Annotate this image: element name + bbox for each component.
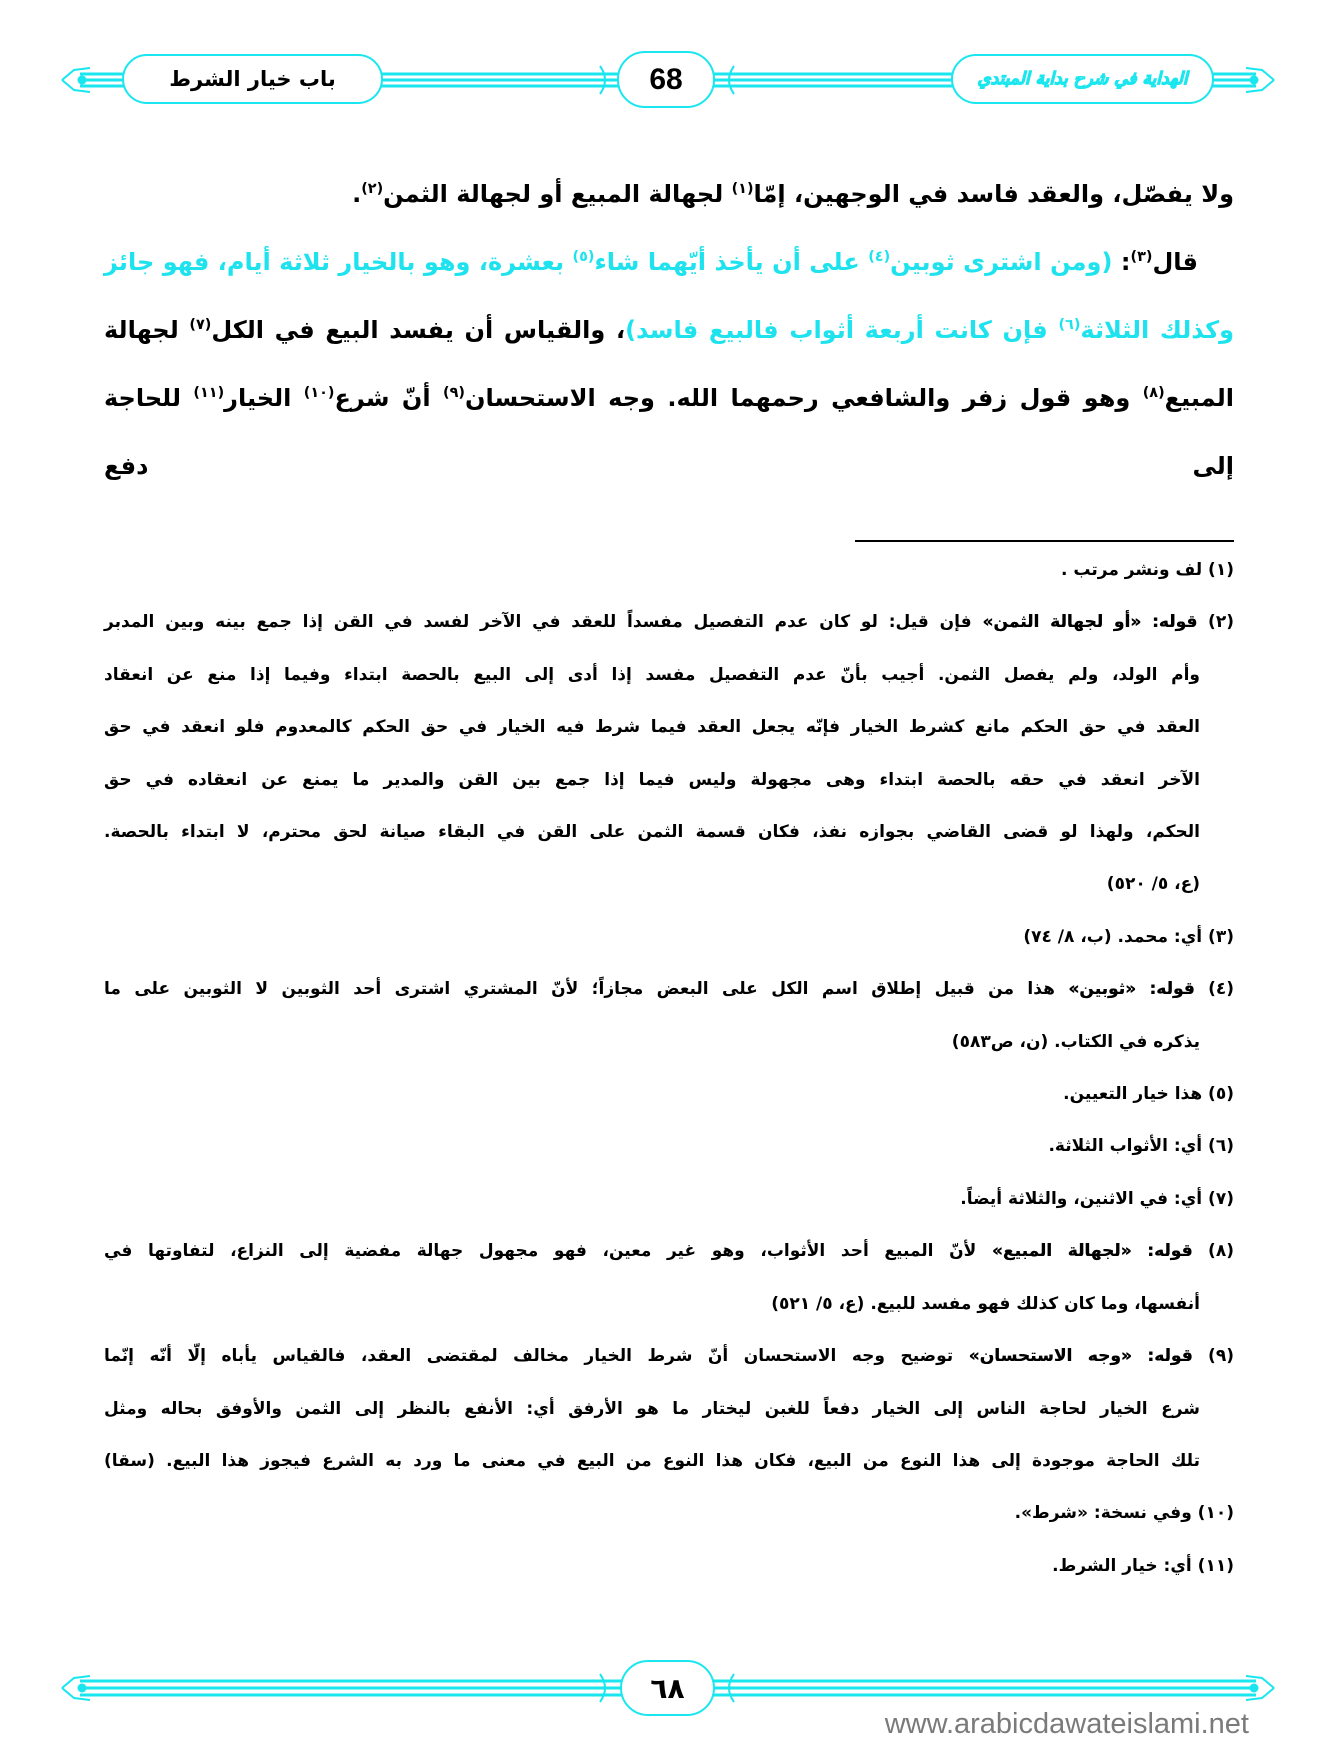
footnote-line <box>104 1068 1234 1120</box>
footnote-line <box>104 1225 1234 1277</box>
text-segment: وأم الولد، ولم يفصل الثمن. أجيب بأنّ عدم التفصيل مفسد إذا أدى إلى البيع بالحصة ابتداء وفيما إذا منع عن انعقاد <box>104 664 1200 685</box>
footnote-line <box>104 1383 1234 1435</box>
footnote-marker: (١) <box>731 181 754 197</box>
footnote-line <box>104 1016 1234 1068</box>
footnote-marker: (٥) <box>572 249 595 265</box>
watermark: www.arabicdawateislami.net <box>884 1708 1249 1740</box>
text-segment: شرع الخيار لحاجة الناس إلى الخيار دفعاً للغبن ليختار ما هو الأرفق أي: الأنفع بالنظر إلى الثمن والأوفق بحاله ومثل <box>104 1398 1200 1419</box>
text-segment: الآخر انعقد في حقه بالحصة ابتداء وهى مجهولة وليس فيما إذا جمع بين القن والمدير ما يمنع عن انعقاده في حق <box>104 769 1200 790</box>
footnote-line <box>104 544 1234 596</box>
text-segment: (٩) <box>1192 1346 1234 1367</box>
text-line <box>104 160 1234 228</box>
footnote-line <box>104 1330 1234 1382</box>
text-segment: (٦) أي: الأثواب الثلاثة. <box>1048 1136 1234 1157</box>
text-segment: ولا يفصّل، والعقد فاسد في الوجهين، إمّا <box>753 180 1234 208</box>
matn-text: (ومن اشترى ثوبين <box>890 248 1113 276</box>
footnote-line <box>104 963 1234 1015</box>
text-segment: أنّ شرع <box>334 384 444 412</box>
text-segment: لأنّ المبيع أحد الأثواب، وهو غير معين، فهو مجهول جهالة مفضية إلى النزاع، لتفاوتها في <box>104 1241 992 1262</box>
text-segment: (٨) <box>1192 1241 1234 1262</box>
text-segment: توضيح وجه الاستحسان أنّ شرط الخيار مخالف لمقتضى العقد، فالقياس يأباه إلّا أنّه إنّما <box>104 1346 969 1367</box>
footnote-line <box>104 1173 1234 1225</box>
matn-text: فإن كانت أربعة أثواب فالبيع فاسد) <box>625 316 1059 344</box>
text-segment: قال <box>1152 248 1199 276</box>
footnote-line <box>104 1120 1234 1172</box>
text-segment: (٤) <box>1194 979 1235 1000</box>
text-line <box>104 228 1234 296</box>
text-segment: : <box>1112 248 1131 276</box>
footnote-marker: (٤) <box>868 249 891 265</box>
chapter-title: باب خيار الشرط <box>122 54 383 104</box>
text-segment: لجهالة المبيع أو لجهالة الثمن <box>383 180 732 208</box>
footnote-line <box>104 701 1234 753</box>
quoted-term: قوله: «لجهالة المبيع» <box>991 1241 1193 1262</box>
text-segment: (٣) أي: محمد. (ب، ٨/ ٧٤) <box>1023 926 1234 947</box>
text-segment: (١٠) وفي نسخة: «شرط». <box>1014 1503 1234 1524</box>
text-segment: المبيع <box>1164 384 1234 412</box>
footnote-line <box>104 806 1234 858</box>
footnote-line <box>104 754 1234 806</box>
footnote-line <box>104 1278 1234 1330</box>
footnote-line <box>104 1487 1234 1539</box>
text-segment: للحاجة إلى دفع <box>104 384 1234 480</box>
text-line <box>104 364 1234 500</box>
text-segment: (١١) أي: خيار الشرط. <box>1052 1555 1234 1576</box>
text-segment: تلك الحاجة موجودة إلى هذا النوع من البيع، فكان هذا النوع من البيع في معنى ما ورد به الشرع فيجوز هذا البيع. (سقا) <box>104 1450 1200 1471</box>
text-segment: ، والقياس أن يفسد البيع في الكل <box>211 316 626 344</box>
footnote-line <box>104 1435 1234 1487</box>
footnote-line <box>104 911 1234 963</box>
footnote-marker: (٣) <box>1130 249 1153 265</box>
text-segment: يذكره في الكتاب. (ن، ص٥٨٣) <box>951 1031 1200 1052</box>
footnote-marker: (٢) <box>361 181 384 197</box>
text-segment: فإن قيل: لو كان عدم التفصيل مفسداً للعقد في الآخر لفسد في القن إذا جمع بينه وبين المدبر <box>104 612 983 633</box>
quoted-term: قوله: «ثوبين» <box>1068 979 1195 1000</box>
footnote-marker: (٧) <box>189 317 212 333</box>
page-number: 68 <box>617 51 715 108</box>
footnote-line <box>104 858 1234 910</box>
text-segment: لجهالة <box>104 316 190 344</box>
footer-page-number: ٦٨ <box>620 1660 715 1716</box>
text-segment: (٢) <box>1197 612 1234 633</box>
main-text <box>104 160 1234 500</box>
quoted-term: قوله: «وجه الاستحسان» <box>968 1346 1193 1367</box>
text-line <box>104 296 1234 364</box>
footnote-marker: (٨) <box>1142 385 1165 401</box>
text-segment: (ع، ٥/ ٥٢٠) <box>1106 874 1200 895</box>
text-segment: أنفسها، وما كان كذلك فهو مفسد للبيع. (ع، ٥/ ٥٢١) <box>771 1293 1200 1314</box>
footnote-line <box>104 1540 1234 1592</box>
text-segment: هذا من قبيل إطلاق اسم الكل على البعض مجازاً؛ لأنّ المشتري اشترى أحد الثوبين لا الثوبين على ما <box>104 979 1069 1000</box>
footnote-marker: (١٠) <box>303 385 335 401</box>
quoted-term: قوله: «أو لجهالة الثمن» <box>982 612 1198 633</box>
footnote-separator <box>855 540 1234 542</box>
footnote-marker: (٩) <box>443 385 465 401</box>
matn-text: على أن يأخذ أيّهما شاء <box>594 248 869 276</box>
text-segment: الخيار <box>224 384 304 412</box>
footnotes <box>104 544 1234 1592</box>
page-body <box>104 160 1234 1592</box>
matn-text: بعشرة، وهو بالخيار ثلاثة أيام، فهو جائز <box>104 248 573 276</box>
text-segment: . <box>352 180 362 208</box>
text-segment: (٥) هذا خيار التعيين. <box>1063 1084 1234 1105</box>
footnote-marker: (٦) <box>1058 317 1081 333</box>
footnote-line <box>104 596 1234 648</box>
footnote-marker: (١١) <box>193 385 225 401</box>
footnote-line <box>104 649 1234 701</box>
book-logo: الهداية في شرح بداية المبتدي <box>951 54 1214 104</box>
text-segment: وهو قول زفر والشافعي رحمهما الله. وجه الاستحسان <box>465 384 1143 412</box>
text-segment: الحكم، ولهذا لو قضى القاضي بجوازه نفذ، فكان قسمة الثمن على القن في البقاء صيانة لحق محترم، لا ابتداء بالحصة. <box>104 822 1200 843</box>
matn-text: وكذلك الثلاثة <box>1080 316 1235 344</box>
text-segment: (١) لف ونشر مرتب . <box>1060 560 1234 580</box>
text-segment: العقد في حق الحكم مانع كشرط الخيار فإنّه يجعل العقد فيما شرط فيه الخيار في حق الحكم كالمعدوم فلو انعقد في حق <box>104 717 1200 738</box>
text-segment: (٧) أي: في الاثنين، والثلاثة أيضاً. <box>960 1188 1234 1209</box>
